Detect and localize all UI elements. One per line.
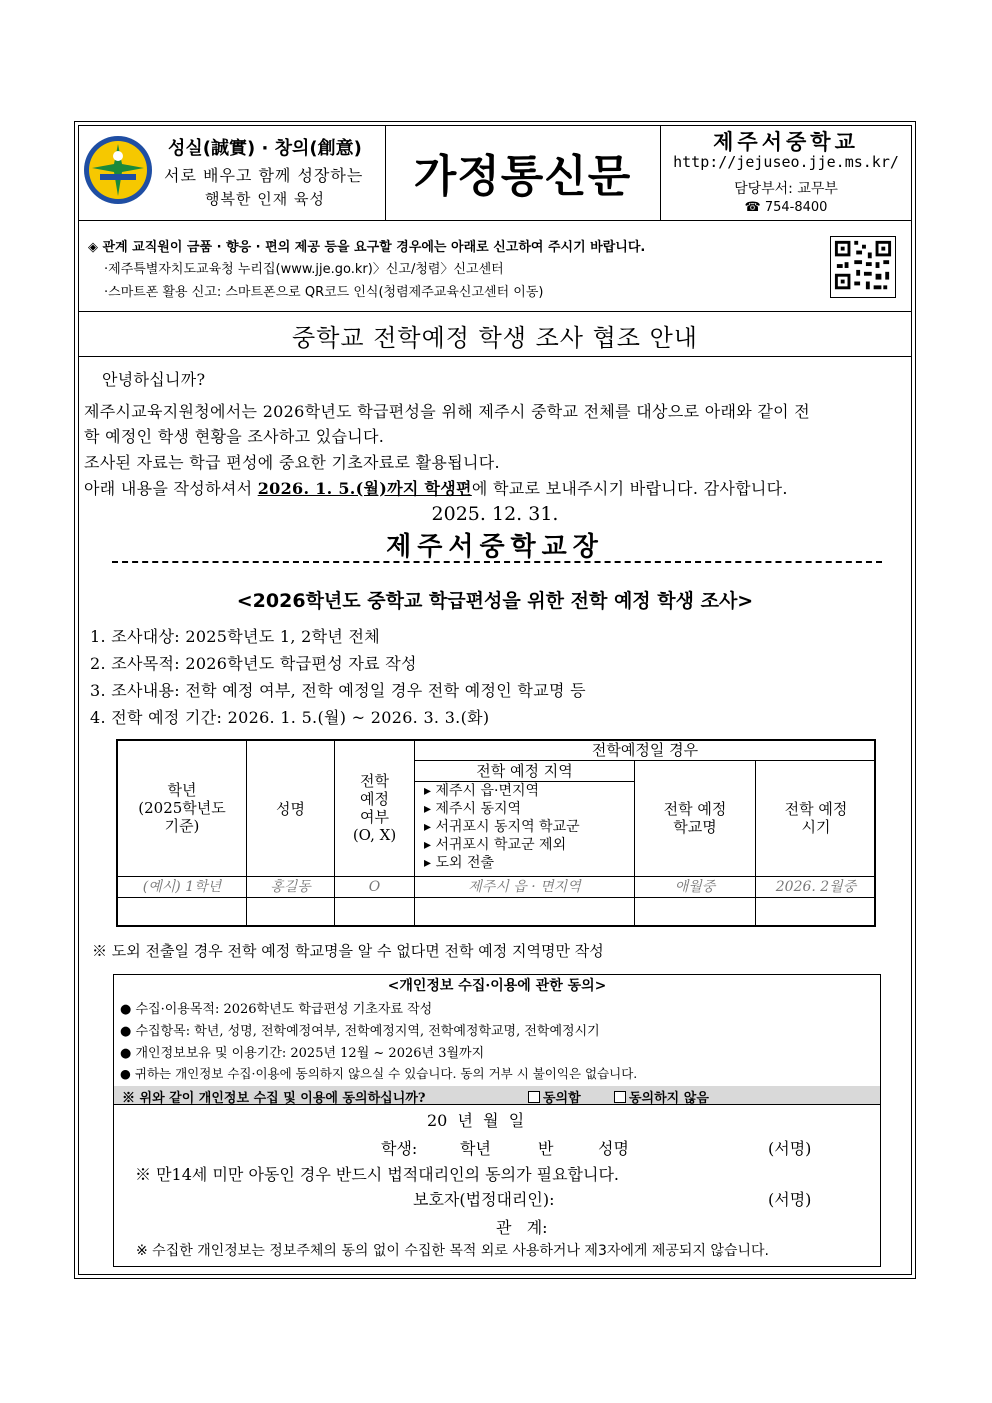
smartphone-report-line: ·스마트폰 활용 신고: 스마트폰으로 QR코드 인식(청렴제주교육신고센터 이동): [104, 285, 544, 300]
col-school-header: 전학 예정 학교명: [663, 800, 727, 836]
example-transfer: O: [368, 879, 381, 895]
qr-code-icon[interactable]: [830, 236, 896, 298]
consent-date-line: 20 년 월 일: [427, 1111, 525, 1130]
survey-title: <2026학년도 중학교 학급편성을 위한 전학 예정 학생 조사>: [236, 590, 754, 612]
col-grade-header: 학년 (2025학년도 기준): [138, 781, 226, 835]
intro-line-2: 학 예정인 학생 현황을 조사하고 있습니다.: [84, 427, 385, 446]
name-label: 성명: [598, 1139, 629, 1158]
input-transfer-cell[interactable]: [335, 898, 414, 925]
minor-consent-note: ※ 만14세 미만 아동인 경우 반드시 법적대리인의 동의가 필요합니다.: [135, 1165, 619, 1184]
survey-item-3: 3. 조사내용: 전학 예정 여부, 전학 예정일 경우 전학 예정인 학교명 등: [90, 681, 586, 700]
example-period: 2026. 2월중: [775, 879, 857, 895]
report-center-line: ·제주특별자치도교육청 누리집(www.jje.go.kr)〉신고/청렴〉신고센터: [104, 262, 504, 277]
agree-checkbox[interactable]: [528, 1091, 540, 1103]
example-name: 홍길동: [270, 879, 311, 895]
guardian-signature[interactable]: (서명): [768, 1190, 812, 1209]
agree-option[interactable]: [528, 1087, 581, 1106]
disagree-option[interactable]: [614, 1087, 709, 1106]
col-transfer-header: 전학 예정 여부 (O, X): [352, 772, 397, 844]
consent-title: <개인정보 수집·이용에 관한 동의>: [387, 978, 607, 994]
region-option-1: ▸ 제주시 읍·면지역: [424, 783, 540, 799]
intro-line-1: 제주시교육지원청에서는 2026학년도 학급편성을 위해 제주시 중학교 전체를 대상으로 아래와 같이 전: [84, 402, 811, 421]
agree-label: 동의함: [543, 1091, 581, 1106]
deadline-text: 2026. 1. 5.(월)까지 학생편: [257, 479, 472, 498]
title-bottom-rule: [78, 356, 912, 357]
phone-number: ☎ 754-8400: [744, 200, 828, 215]
issue-date: 2025. 12. 31.: [431, 503, 559, 525]
group-header: 전학예정일 경우: [591, 741, 699, 759]
greeting: 안녕하십니까?: [102, 370, 206, 389]
consent-item-3: ● 개인정보보유 및 이용기간: 2025년 12월 ~ 2026년 3월까지: [120, 1046, 485, 1061]
survey-item-2: 2. 조사목적: 2026학년도 학급편성 자료 작성: [90, 654, 417, 673]
school-url[interactable]: http://jejuseo.jje.ms.kr/: [673, 153, 899, 171]
student-label: 학생:: [381, 1139, 418, 1158]
motto-line-3: 행복한 인재 육성: [205, 190, 325, 208]
newsletter-title: 가정통신문: [413, 151, 632, 202]
consent-item-4: ● 귀하는 개인정보 수집·이용에 동의하지 않으실 수 있습니다. 동의 거부 시 불이익은 없습니다.: [120, 1066, 638, 1081]
intro-line-3: 조사된 자료는 학급 편성에 중요한 기초자료로 활용됩니다.: [84, 453, 500, 472]
example-region: 제주시 읍 · 면지역: [468, 879, 581, 895]
consent-question-bar: [114, 1086, 880, 1104]
region-option-3: ▸ 서귀포시 동지역 학교군: [424, 819, 580, 835]
motto-line-1: 성실(誠實) · 창의(創意): [168, 138, 362, 159]
intro-line-4: [84, 476, 788, 499]
disagree-checkbox[interactable]: [614, 1091, 626, 1103]
region-option-4: ▸ 서귀포시 학교군 제외: [424, 837, 567, 853]
cut-line: [112, 561, 882, 563]
input-period-cell[interactable]: [756, 898, 874, 925]
guardian-label: 보호자(법정대리인):: [413, 1190, 555, 1209]
input-name-cell[interactable]: [247, 898, 334, 925]
input-region-cell[interactable]: [415, 898, 634, 925]
survey-item-4: 4. 전학 예정 기간: 2026. 1. 5.(월) ~ 2026. 3. 3.(화): [90, 708, 490, 727]
input-school-cell[interactable]: [635, 898, 755, 925]
school-logo-icon: [82, 134, 154, 206]
region-option-2: ▸ 제주시 동지역: [424, 801, 522, 817]
consent-item-1: ● 수집·이용목적: 2026학년도 학급편성 기초자료 작성: [120, 1002, 433, 1017]
deadline-pre: 아래 내용을 작성하셔서: [84, 479, 258, 498]
deadline-post: 에 학교로 보내주시기 바랍니다. 감사합니다.: [471, 479, 788, 498]
out-of-province-note: ※ 도외 전출일 경우 전학 예정 학교명을 알 수 없다면 전학 예정 지역명만 작성: [92, 942, 604, 960]
col-name-header: 성명: [276, 800, 305, 818]
ethics-notice: ◈ 관계 교직원이 금품 · 향응 · 편의 제공 등을 요구할 경우에는 아래로 신고하여 주시기 바랍니다.: [88, 240, 646, 255]
school-name: 제주서중학교: [713, 130, 859, 154]
consent-item-2: ● 수집항목: 학년, 성명, 전학예정여부, 전학예정지역, 전학예정학교명, 전학예정시기: [120, 1024, 600, 1039]
header-bottom-rule: [78, 220, 912, 221]
region-option-5: ▸ 도외 전출: [424, 855, 495, 871]
grade-label: 학년: [460, 1139, 491, 1158]
relation-label: 관 계:: [496, 1218, 548, 1237]
principal-name: 제주서중학교장: [386, 532, 604, 562]
consent-question: ※ 위와 같이 개인정보 수집 및 이용에 동의하십니까?: [122, 1091, 426, 1106]
privacy-final-note: ※ 수집한 개인정보는 정보주체의 동의 없이 수집한 목적 외로 사용하거나 제3자에게 제공되지 않습니다.: [136, 1243, 769, 1259]
department: 담당부서: 교무부: [734, 181, 838, 197]
example-school: 애월중: [674, 879, 716, 895]
student-signature[interactable]: (서명): [768, 1139, 812, 1158]
col-period-header: 전학 예정 시기: [784, 800, 848, 836]
disagree-label: 동의하지 않음: [629, 1091, 709, 1106]
input-grade-cell[interactable]: [118, 898, 246, 925]
example-grade: (예시) 1학년: [142, 879, 222, 895]
document-title: 중학교 전학예정 학생 조사 협조 안내: [292, 324, 698, 352]
col-region-header: 전학 예정 지역: [476, 762, 573, 780]
notice-bottom-rule: [78, 311, 912, 312]
class-label: 반: [538, 1139, 554, 1158]
survey-item-1: 1. 조사대상: 2025학년도 1, 2학년 전체: [90, 627, 381, 646]
motto-line-2: 서로 배우고 함께 성장하는: [164, 166, 364, 185]
